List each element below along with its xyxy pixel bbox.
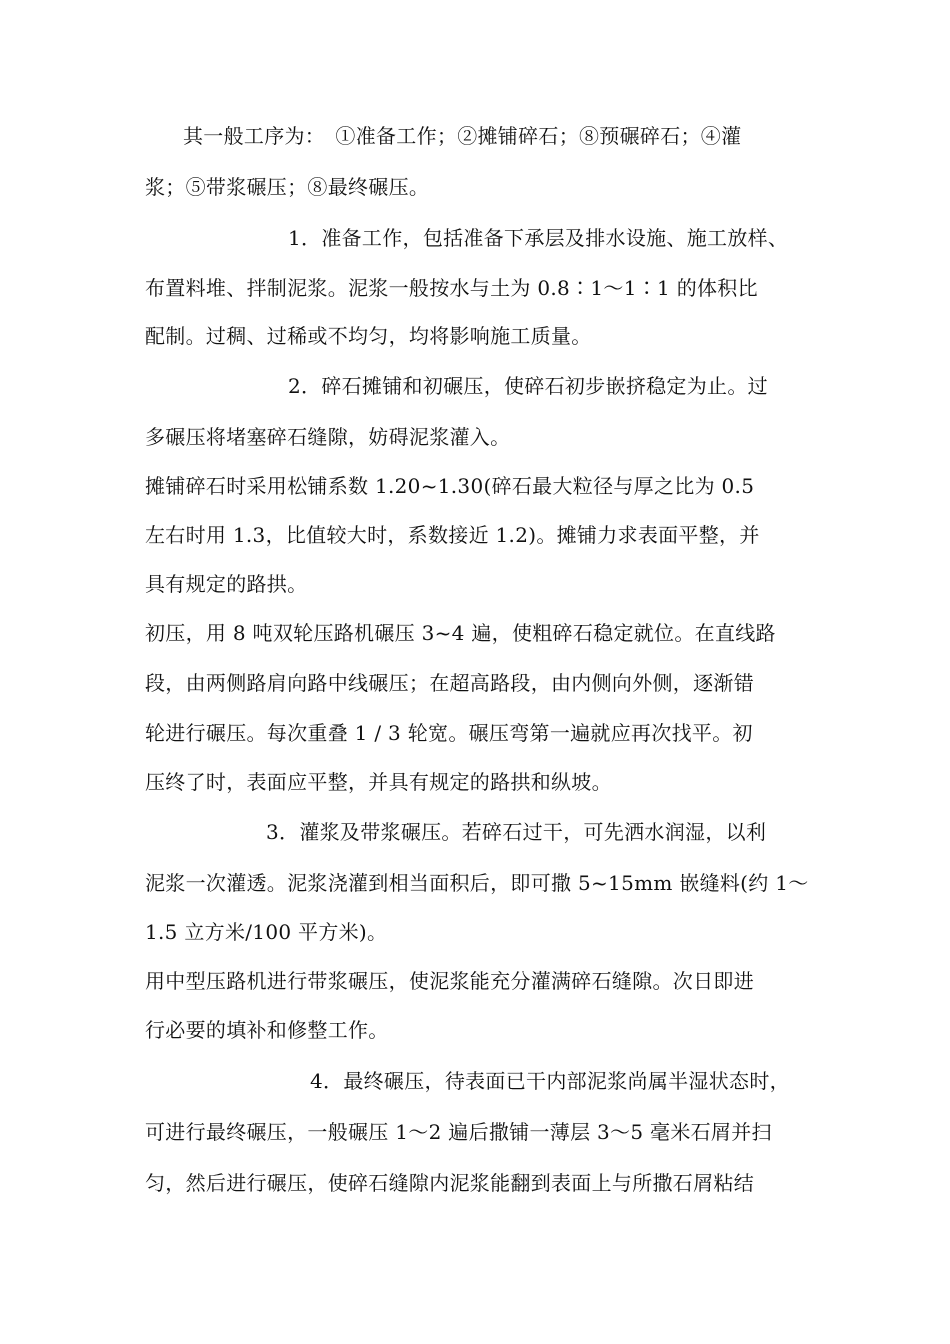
text-line: 布置料堆、拌制泥浆。泥浆一般按水与土为 0.8∶1～1∶1 的体积比 xyxy=(145,276,758,300)
text-line: 具有规定的路拱。 xyxy=(145,572,308,596)
text-line: 压终了时，表面应平整，并具有规定的路拱和纵坡。 xyxy=(145,770,612,794)
text-line: 用中型压路机进行带浆碾压，使泥浆能充分灌满碎石缝隙。次日即进 xyxy=(145,969,754,993)
text-line: 摊铺碎石时采用松铺系数 1.20~1.30(碎石最大粒径与厚之比为 0.5 xyxy=(145,474,755,498)
text-line: 其一般工序为： ①准备工作；②摊铺碎石；⑧预碾碎石；④灌 xyxy=(183,124,742,148)
text-line: 1.5 立方米/100 平方米)。 xyxy=(145,920,388,944)
text-line: 4．最终碾压，待表面已干内部泥浆尚属半湿状态时， xyxy=(310,1069,790,1093)
text-line: 2．碎石摊铺和初碾压，使碎石初步嵌挤稳定为止。过 xyxy=(288,374,768,398)
text-line: 泥浆一次灌透。泥浆浇灌到相当面积后，即可撒 5~15mm 嵌缝料(约 1～ xyxy=(145,871,809,895)
text-line: 初压，用 8 吨双轮压路机碾压 3~4 遍，使粗碎石稳定就位。在直线路 xyxy=(145,621,776,645)
text-line: 多碾压将堵塞碎石缝隙，妨碍泥浆灌入。 xyxy=(145,425,511,449)
text-line: 左右时用 1.3，比值较大时，系数接近 1.2)。摊铺力求表面平整，并 xyxy=(145,523,760,547)
text-line: 轮进行碾压。每次重叠 1 / 3 轮宽。碾压弯第一遍就应再次找平。初 xyxy=(145,721,753,745)
text-line: 1．准备工作，包括准备下承层及排水设施、施工放样、 xyxy=(288,226,789,250)
text-line: 可进行最终碾压，一般碾压 1～2 遍后撒铺一薄层 3～5 毫米石屑并扫 xyxy=(145,1120,772,1144)
text-line: 3．灌浆及带浆碾压。若碎石过干，可先洒水润湿，以利 xyxy=(266,820,767,844)
text-line: 行必要的填补和修整工作。 xyxy=(145,1018,389,1042)
text-line: 配制。过稠、过稀或不均匀，均将影响施工质量。 xyxy=(145,324,592,348)
text-line: 段，由两侧路肩向路中线碾压；在超高路段，由内侧向外侧，逐渐错 xyxy=(145,671,754,695)
text-line: 匀，然后进行碾压，使碎石缝隙内泥浆能翻到表面上与所撒石屑粘结 xyxy=(145,1171,754,1195)
text-line: 浆；⑤带浆碾压；⑧最终碾压。 xyxy=(145,175,430,199)
